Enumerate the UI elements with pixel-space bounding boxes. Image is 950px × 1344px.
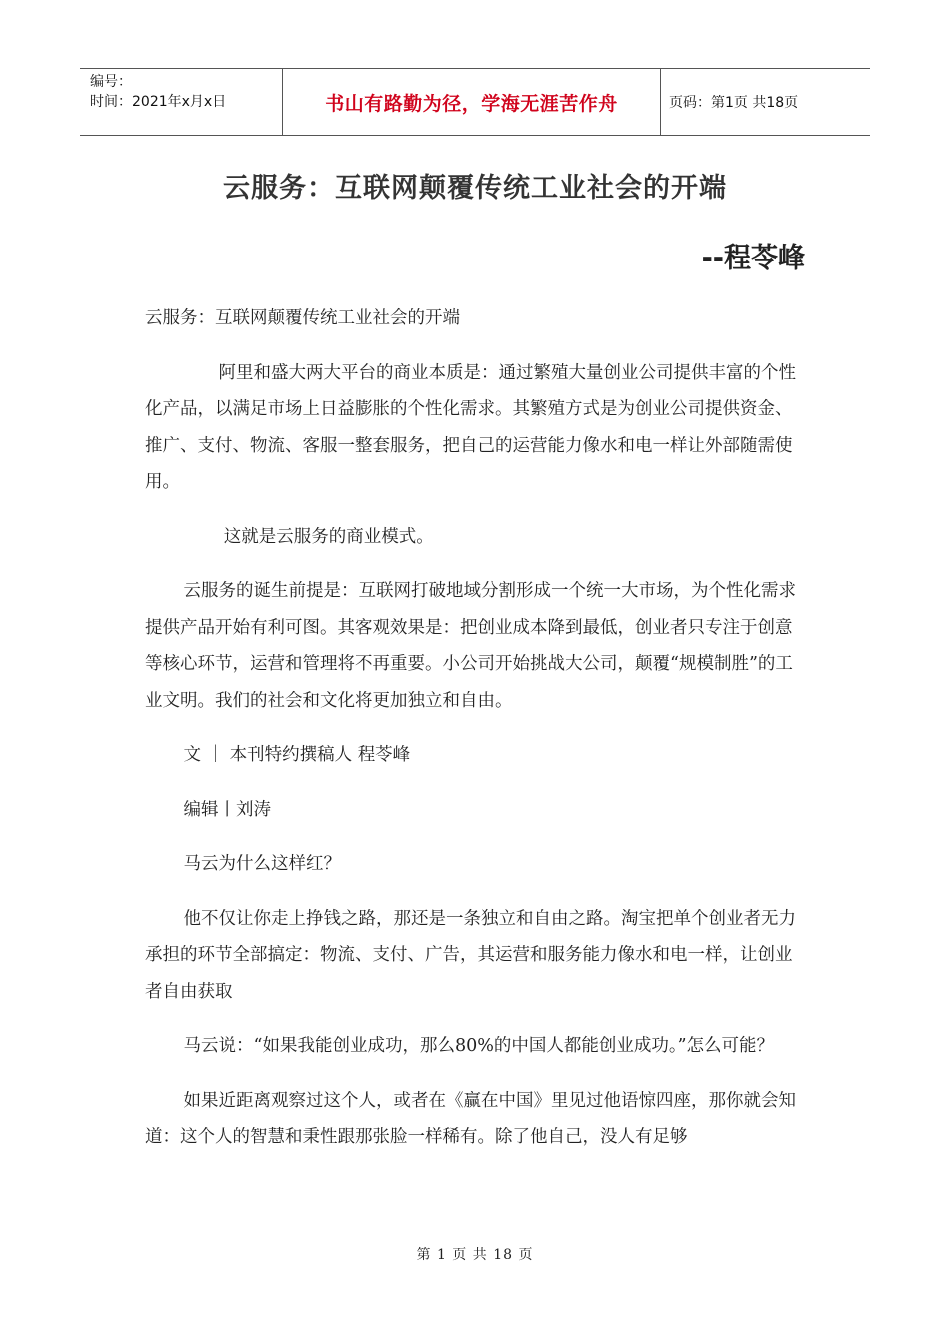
page-footer: 第 1 页 共 18 页 bbox=[416, 1247, 534, 1263]
document-author: --程苓峰 bbox=[701, 243, 805, 274]
paragraph: 编辑丨刘涛 bbox=[183, 799, 271, 820]
header-table bbox=[80, 68, 870, 136]
paragraph: 阿里和盛大两大平台的商业本质是：通过繁殖大量创业公司提供丰富的个性化产品，以满足市场上日益膨胀的个性化需求。其繁殖方式是为创业公司提供资金、推广、支付、物流、客服一整套服务，把自己的运营能力像水和电一样让外部随需使用。 bbox=[145, 362, 796, 492]
document-title: 云服务：互联网颠覆传统工业社会的开端 bbox=[223, 173, 727, 204]
paragraph: 云服务：互联网颠覆传统工业社会的开端 bbox=[145, 308, 460, 328]
document-body bbox=[145, 300, 805, 1174]
paragraph: 马云说：“如果我能创业成功，那么80%的中国人都能创业成功。”怎么可能？ bbox=[183, 1036, 775, 1056]
header-meta bbox=[80, 69, 282, 135]
paragraph: 文 ｜ 本刊特约撰稿人 程苓峰 bbox=[183, 745, 411, 765]
paragraph: 这就是云服务的商业模式。 bbox=[223, 526, 434, 547]
header-date: 时间：2021年x月x日 bbox=[90, 94, 227, 110]
header-motto: 书山有路勤为径，学海无涯苦作舟 bbox=[282, 69, 661, 135]
paragraph: 马云为什么这样红？ bbox=[183, 854, 341, 874]
header-number: 编号： bbox=[90, 74, 132, 90]
paragraph: 云服务的诞生前提是：互联网打破地域分割形成一个统一大市场，为个性化需求提供产品开始有利可图。其客观效果是：把创业成本降到最低，创业者只专注于创意等核心环节，运营和管理将不再重要。小公司开始挑战大公司，颠覆“规模制胜”的工业文明。我们的社会和文化将更加独立和自由。 bbox=[145, 581, 796, 711]
header-page-info: 页码：第1页 共18页 bbox=[669, 95, 799, 111]
paragraph: 他不仅让你走上挣钱之路，那还是一条独立和自由之路。淘宝把单个创业者无力承担的环节全部搞定：物流、支付、广告，其运营和服务能力像水和电一样，让创业者自由获取 bbox=[145, 908, 796, 1002]
paragraph: 如果近距离观察过这个人，或者在《赢在中国》里见过他语惊四座，那你就会知道：这个人的智慧和秉性跟那张脸一样稀有。除了他自己，没人有足够 bbox=[145, 1090, 796, 1147]
